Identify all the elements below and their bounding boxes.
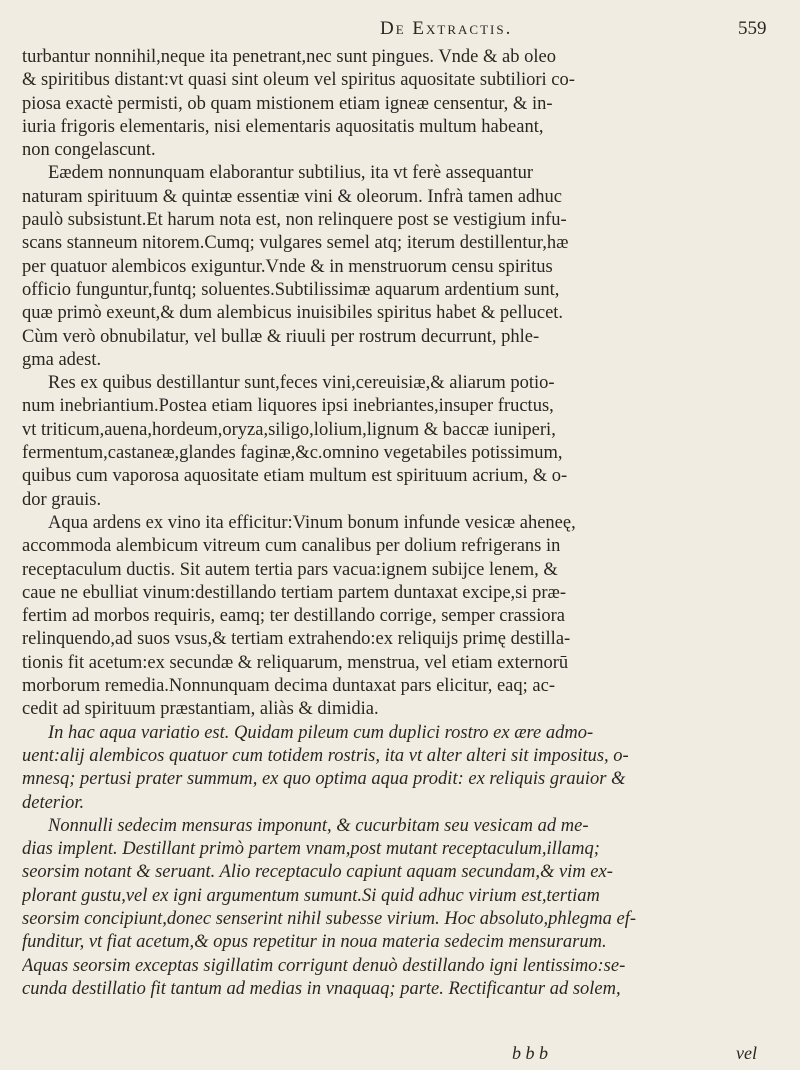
text-line: Res ex quibus destillantur sunt,feces vini,cereuisiæ,& aliarum potio-	[48, 373, 555, 394]
text-line: tionis fit acetum:ex secundæ & reliquarum, menstrua, vel etiam externorū	[22, 652, 569, 673]
text-line: officio funguntur,funtq; soluentes.Subtilissimæ aquarum ardentium sunt,	[22, 279, 560, 300]
text-line: per quatuor alembicos exiguntur.Vnde & in menstruorum censu spiritus	[22, 256, 553, 277]
text-line: Aquas seorsim exceptas sigillatim corrigunt denuò destillando igni lentissimo:se-	[22, 955, 626, 976]
text-line: Nonnulli sedecim mensuras imponunt, & cucurbitam seu vesicam ad me-	[48, 815, 589, 836]
text-line: funditur, vt fiat acetum,& opus repetitur in noua materia sedecim mensurarum.	[22, 932, 607, 953]
text-line: receptaculum ductis. Sit autem tertia pars vacua:ignem subijce lenem, &	[22, 559, 558, 580]
page-header	[0, 18, 800, 48]
text-line: num inebriantium.Postea etiam liquores ipsi inebriantes,insuper fructus,	[22, 396, 554, 417]
text-line: non congelascunt.	[22, 140, 156, 161]
text-line: gma adest.	[22, 349, 102, 370]
text-line: cedit ad spirituum præstantiam, aliàs & dimidia.	[22, 699, 379, 720]
text-line: piosa exactè permisti, ob quam mistionem etiam igneæ censentur, & in-	[22, 93, 553, 114]
text-line: seorsim notant & seruant. Alio receptaculo capiunt aquam secundam,& vim ex-	[22, 862, 613, 883]
text-line: relinquendo,ad suos vsus,& tertiam extrahendo:ex reliquijs primę destilla-	[22, 629, 571, 650]
text-line: Eædem nonnunquam elaborantur subtilius, ita vt ferè assequantur	[48, 163, 533, 184]
text-line: caue ne ebulliat vinum:destillando tertiam partem duntaxat excipe,si præ-	[22, 582, 567, 603]
text-line: fertim ad morbos requiris, eamq; ter destillando corrige, semper crassiora	[22, 606, 565, 627]
body-text	[22, 46, 782, 1001]
text-line: dias implent. Destillant primò partem vnam,post mutant receptaculum,illamq;	[22, 839, 600, 860]
text-line: Aqua ardens ex vino ita efficitur:Vinum bonum infunde vesicæ aheneę,	[48, 512, 576, 533]
text-line: cunda destillatio fit tantum ad medias in vnaquaq; parte. Rectificantur ad solem,	[22, 978, 621, 999]
text-line: scans stanneum nitorem.Cumq; vulgares semel atq; iterum destillentur,hæ	[22, 233, 569, 254]
text-line: uent:alij alembicos quatuor cum totidem rostris, ita vt alter alteri sit impositus, o-	[22, 745, 629, 766]
text-line: plorant gustu,vel ex igni argumentum sumunt.Si quid adhuc virium est,tertiam	[22, 885, 600, 906]
text-line: deterior.	[22, 792, 85, 813]
page-number: 559	[738, 18, 767, 39]
text-line: & spiritibus distant:vt quasi sint oleum vel spiritus aquositate subtiliori co-	[22, 70, 575, 91]
text-line: paulò subsistunt.Et harum nota est, non relinquere post se vestigium infu-	[22, 210, 567, 231]
text-line: mnesq; pertusi prater summum, ex quo optima aqua prodit: ex reliquis grauior &	[22, 769, 626, 790]
text-line: morborum remedia.Nonnunquam decima duntaxat pars elicitur, eaq; ac-	[22, 676, 555, 697]
text-line: naturam spirituum & quintæ essentiæ vini & oleorum. Infrà tamen adhuc	[22, 186, 562, 207]
catchword: vel	[736, 1043, 757, 1063]
text-line: fermentum,castaneæ,glandes faginæ,&c.omnino vegetabiles potissimum,	[22, 443, 563, 464]
running-head: De Extractis.	[380, 18, 513, 39]
text-line: In hac aqua variatio est. Quidam pileum cum duplici rostro ex ære admo-	[48, 722, 594, 743]
text-line: dor grauis.	[22, 489, 102, 510]
text-line: quæ primò exeunt,& dum alembicus inuisibiles spiritus habet & pellucet.	[22, 303, 564, 324]
text-line: Cùm verò obnubilatur, vel bullæ & riuuli per rostrum decurrunt, phle-	[22, 326, 540, 347]
text-line: iuria frigoris elementaris, nisi elementaris aquositatis multum habeant,	[22, 116, 544, 137]
text-line: turbantur nonnihil,neque ita penetrant,nec sunt pingues. Vnde & ab oleo	[22, 47, 556, 67]
signature-mark: b b b	[512, 1043, 548, 1063]
text-line: quibus cum vaporosa aquositate etiam multum est spirituum acrium, & o-	[22, 466, 568, 487]
text-line: vt triticum,auena,hordeum,oryza,siligo,lolium,lignum & baccæ iuniperi,	[22, 419, 556, 440]
text-line: seorsim concipiunt,donec senserint nihil subesse virium. Hoc absoluto,phlegma ef-	[22, 908, 637, 929]
text-line: accommoda alembicum vitreum cum canalibus per dolium refrigerans in	[22, 536, 561, 557]
page-footer	[0, 1043, 800, 1067]
